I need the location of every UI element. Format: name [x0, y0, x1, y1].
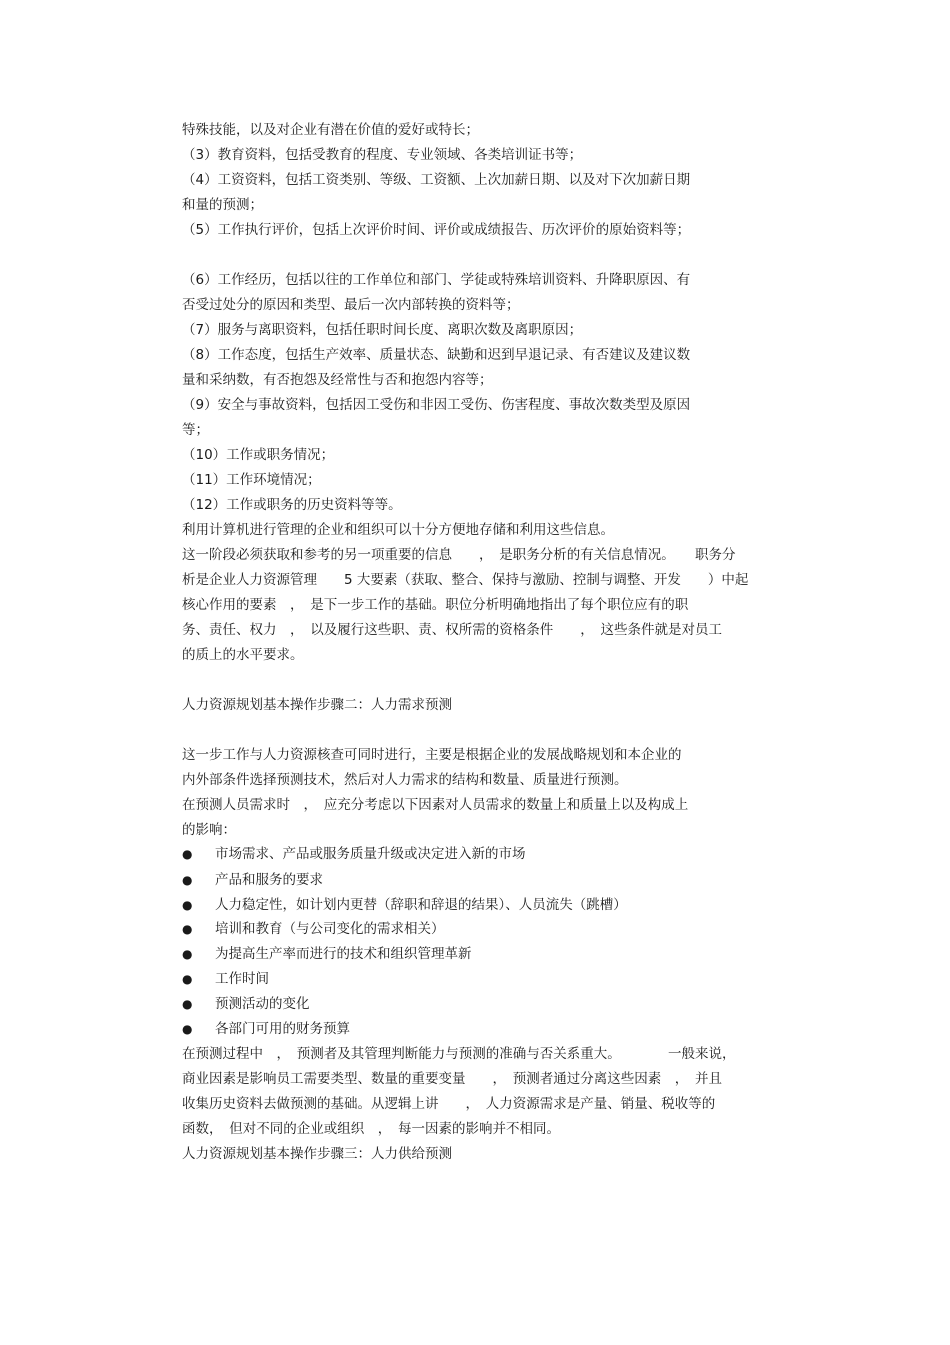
text-line: 否受过处分的原因和类型、最后一次内部转换的资料等； [182, 297, 520, 313]
text-line: 在预测人员需求时 ， 应充分考虑以下因素对人员需求的数量上和质量上以及构成上 [182, 797, 689, 813]
bullet-icon: ● [182, 1022, 193, 1036]
text-line: 核心作用的要素 ， 是下一步工作的基础。职位分析明确地指出了每个职位应有的职 [182, 597, 689, 613]
text-line: 这一阶段必须获取和参考的另一项重要的信息 ， 是职务分析的有关信息情况。 职务分 [182, 547, 736, 563]
bullet-icon: ● [182, 972, 193, 986]
text-line: 析是企业人力资源管理 5 大要素（获取、整合、保持与激励、控制与调整、开发 ）中起 [182, 572, 749, 588]
text-line: （7）服务与离职资料，包括任职时间长度、离职次数及离职原因； [182, 322, 583, 338]
text-line: 的影响： [182, 822, 236, 838]
text-line: 和量的预测； [182, 197, 263, 213]
text-line: 特殊技能，以及对企业有潜在价值的爱好或特长； [182, 122, 479, 138]
list-item: 市场需求、产品或服务质量升级或决定进入新的市场 [215, 846, 526, 862]
text-line: 收集历史资料去做预测的基础。从逻辑上讲 ， 人力资源需求是产量、销量、税收等的 [182, 1096, 716, 1112]
list-item: 为提高生产率而进行的技术和组织管理革新 [215, 946, 472, 962]
text-line: （9）安全与事故资料，包括因工受伤和非因工受伤、伤害程度、事故次数类型及原因 [182, 397, 691, 413]
section-heading: 人力资源规划基本操作步骤二：人力需求预测 [182, 697, 452, 713]
text-line: 等； [182, 422, 209, 438]
text-line: 函数， 但对不同的企业或组织 ， 每一因素的影响并不相同。 [182, 1121, 560, 1137]
text-line: （11）工作环境情况； [182, 472, 321, 488]
text-line: （6）工作经历，包括以往的工作单位和部门、学徒或特殊培训资料、升降职原因、有 [182, 272, 691, 288]
list-item: 人力稳定性，如计划内更替（辞职和辞退的结果）、人员流失（跳槽） [215, 897, 627, 913]
text-line: 这一步工作与人力资源核查可同时进行，主要是根据企业的发展战略规划和本企业的 [182, 747, 682, 763]
bullet-icon: ● [182, 997, 193, 1011]
text-line: 在预测过程中 ， 预测者及其管理判断能力与预测的准确与否关系重大。 一般来说， [182, 1046, 736, 1062]
text-line: （12）工作或职务的历史资料等等。 [182, 497, 402, 513]
text-line: （5）工作执行评价，包括上次评价时间、评价或成绩报告、历次评价的原始资料等； [182, 222, 691, 238]
list-item: 各部门可用的财务预算 [215, 1021, 350, 1037]
text-line: （3）教育资料，包括受教育的程度、专业领域、各类培训证书等； [182, 147, 583, 163]
text-line: 量和采纳数，有否抱怨及经常性与否和抱怨内容等； [182, 372, 493, 388]
text-line: 内外部条件选择预测技术，然后对人力需求的结构和数量、质量进行预测。 [182, 772, 628, 788]
bullet-icon: ● [182, 947, 193, 961]
bullet-icon: ● [182, 922, 193, 936]
text-line: （10）工作或职务情况； [182, 447, 335, 463]
text-line: 商业因素是影响员工需要类型、数量的重要变量 ， 预测者通过分离这些因素 ， 并且 [182, 1071, 722, 1087]
bullet-icon: ● [182, 847, 193, 861]
list-item: 预测活动的变化 [215, 996, 310, 1012]
text-line: （8）工作态度，包括生产效率、质量状态、缺勤和迟到早退记录、有否建议及建议数 [182, 347, 691, 363]
list-item: 产品和服务的要求 [215, 872, 323, 888]
text-line: 务、责任、权力 ， 以及履行这些职、责、权所需的资格条件 ， 这些条件就是对员工 [182, 622, 722, 638]
list-item: 工作时间 [215, 971, 269, 987]
bullet-icon: ● [182, 873, 193, 887]
bullet-icon: ● [182, 898, 193, 912]
text-line: （4）工资资料，包括工资类别、等级、工资额、上次加薪日期、以及对下次加薪日期 [182, 172, 691, 188]
section-heading: 人力资源规划基本操作步骤三：人力供给预测 [182, 1146, 452, 1162]
list-item: 培训和教育（与公司变化的需求相关） [215, 921, 445, 937]
text-line: 利用计算机进行管理的企业和组织可以十分方便地存储和利用这些信息。 [182, 522, 614, 538]
text-line: 的质上的水平要求。 [182, 647, 304, 663]
